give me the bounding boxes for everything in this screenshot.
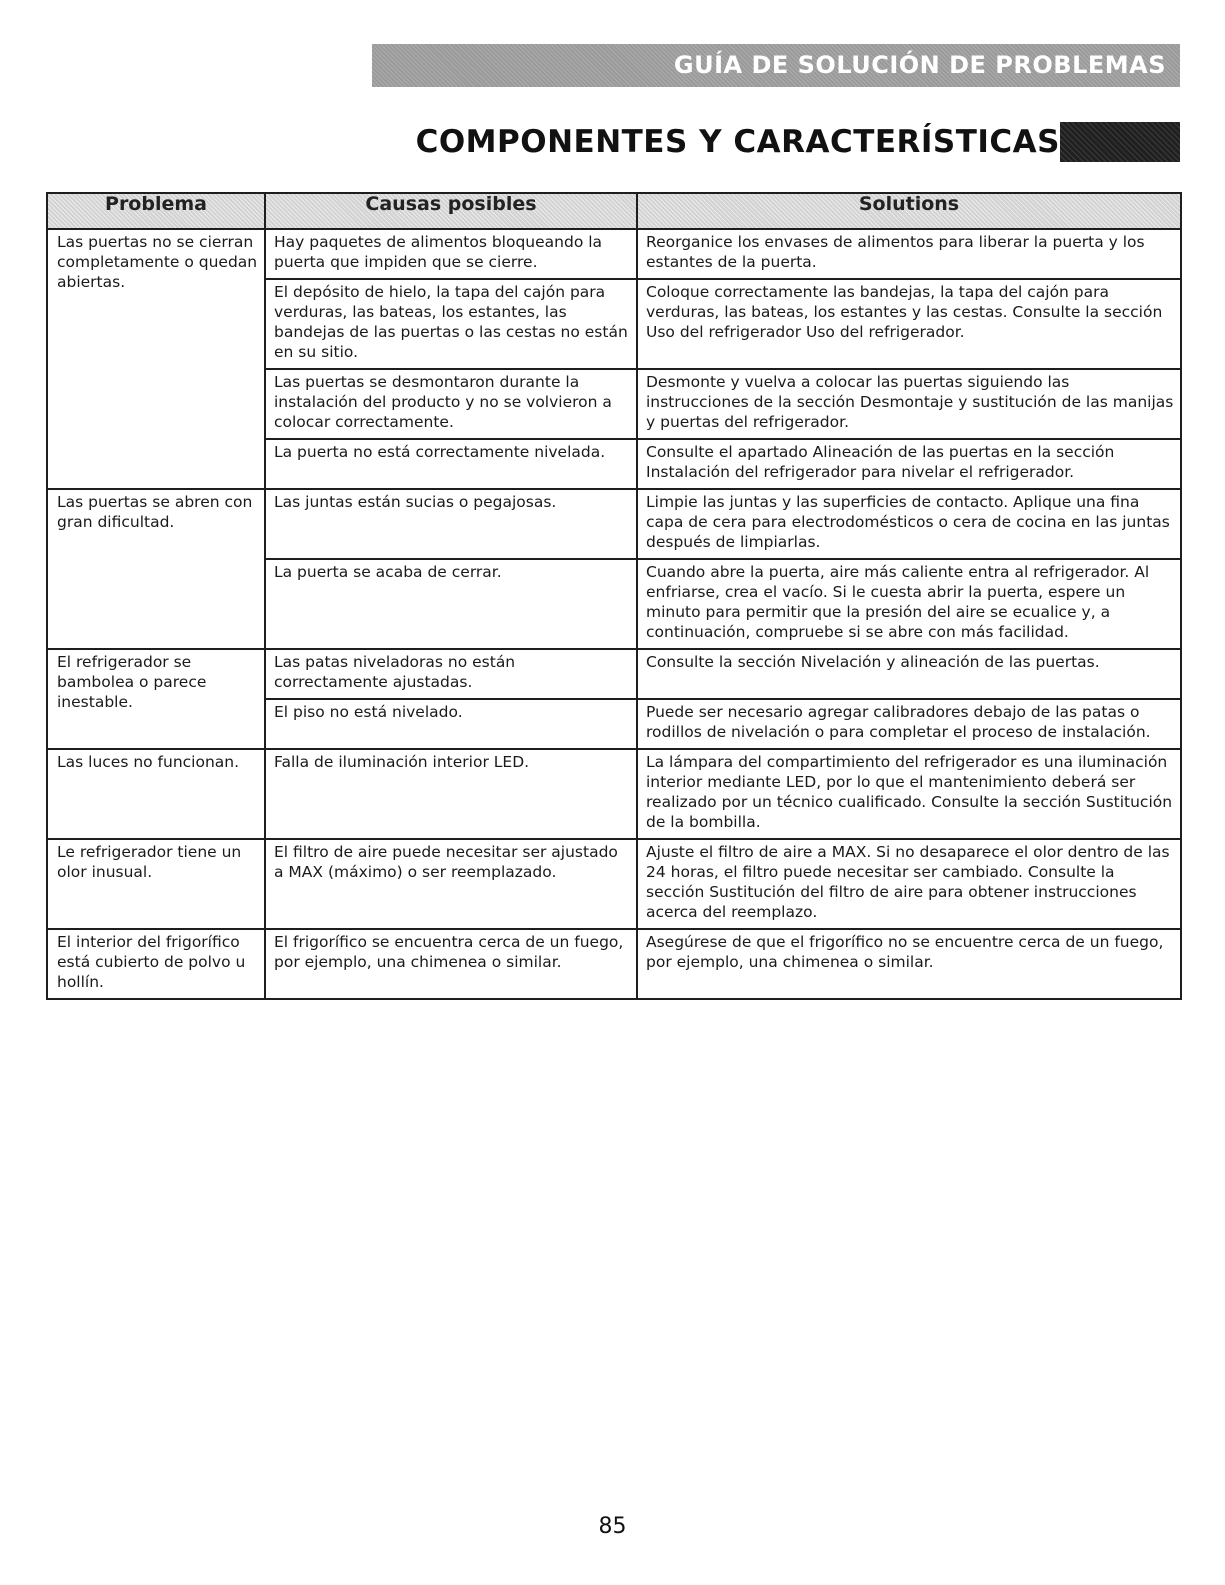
cause-cell: El depósito de hielo, la tapa del cajón para verduras, las bateas, los estantes, las bandejas de las puertas o las cestas no están en su sitio. xyxy=(265,279,637,369)
column-header-causes: Causas posibles xyxy=(265,193,637,229)
table-row xyxy=(47,749,1181,839)
section-banner: GUÍA DE SOLUCIÓN DE PROBLEMAS xyxy=(372,44,1180,87)
cause-cell: Las patas niveladoras no están correctamente ajustadas. xyxy=(265,649,637,699)
cause-cell: El filtro de aire puede necesitar ser ajustado a MAX (máximo) o ser reemplazado. xyxy=(265,839,637,929)
solution-cell: Puede ser necesario agregar calibradores debajo de las patas o rodillos de nivelación o para completar el proceso de instalación. xyxy=(637,699,1181,749)
title-accent-block xyxy=(1060,122,1180,162)
table-header-row xyxy=(47,193,1181,229)
table-row xyxy=(47,489,1181,559)
cause-cell: La puerta no está correctamente nivelada. xyxy=(265,439,637,489)
solution-cell: Consulte el apartado Alineación de las puertas en la sección Instalación del refrigerador para nivelar el refrigerador. xyxy=(637,439,1181,489)
cause-cell: El frigorífico se encuentra cerca de un fuego, por ejemplo, una chimenea o similar. xyxy=(265,929,637,999)
page-number: 85 xyxy=(598,1514,627,1539)
column-header-problem: Problema xyxy=(47,193,265,229)
cause-cell: Las puertas se desmontaron durante la instalación del producto y no se volvieron a colocar correctamente. xyxy=(265,369,637,439)
problem-cell: El refrigerador se bambolea o parece inestable. xyxy=(47,649,265,749)
solution-cell: Asegúrese de que el frigorífico no se encuentre cerca de un fuego, por ejemplo, una chimenea o similar. xyxy=(637,929,1181,999)
cause-cell: La puerta se acaba de cerrar. xyxy=(265,559,637,649)
problem-cell: Las luces no funcionan. xyxy=(47,749,265,839)
table-row xyxy=(47,839,1181,929)
cause-cell: Hay paquetes de alimentos bloqueando la puerta que impiden que se cierre. xyxy=(265,229,637,279)
solution-cell: Consulte la sección Nivelación y alineación de las puertas. xyxy=(637,649,1181,699)
table-row xyxy=(47,929,1181,999)
solution-cell: Coloque correctamente las bandejas, la tapa del cajón para verduras, las bateas, los estantes y las cestas. Consulte la sección Uso del refrigerador Uso del refrigerador. xyxy=(637,279,1181,369)
cause-cell: Las juntas están sucias o pegajosas. xyxy=(265,489,637,559)
problem-cell: Le refrigerador tiene un olor inusual. xyxy=(47,839,265,929)
problem-cell: Las puertas se abren con gran dificultad. xyxy=(47,489,265,649)
problem-cell: El interior del frigorífico está cubierto de polvo u hollín. xyxy=(47,929,265,999)
cause-cell: Falla de iluminación interior LED. xyxy=(265,749,637,839)
solution-cell: La lámpara del compartimiento del refrigerador es una iluminación interior mediante LED, por lo que el mantenimiento deberá ser realizado por un técnico cualificado. Consulte la sección Sustitución de la bombilla. xyxy=(637,749,1181,839)
solution-cell: Reorganice los envases de alimentos para liberar la puerta y los estantes de la puerta. xyxy=(637,229,1181,279)
troubleshooting-table xyxy=(46,192,1182,1000)
solution-cell: Cuando abre la puerta, aire más caliente entra al refrigerador. Al enfriarse, crea el vacío. Si le cuesta abrir la puerta, espere un minuto para permitir que la presión del aire se ecualice y, a continuación, compruebe si se abre con más facilidad. xyxy=(637,559,1181,649)
table-row xyxy=(47,649,1181,699)
page-title: COMPONENTES Y CARACTERÍSTICAS xyxy=(415,124,1060,160)
cause-cell: El piso no está nivelado. xyxy=(265,699,637,749)
solution-cell: Desmonte y vuelva a colocar las puertas siguiendo las instrucciones de la sección Desmontaje y sustitución de las manijas y puertas del refrigerador. xyxy=(637,369,1181,439)
solution-cell: Limpie las juntas y las superficies de contacto. Aplique una fina capa de cera para electrodomésticos o cera de cocina en las juntas después de limpiarlas. xyxy=(637,489,1181,559)
table-row xyxy=(47,229,1181,279)
problem-cell: Las puertas no se cierran completamente o quedan abiertas. xyxy=(47,229,265,489)
column-header-solutions: Solutions xyxy=(637,193,1181,229)
solution-cell: Ajuste el filtro de aire a MAX. Si no desaparece el olor dentro de las 24 horas, el filtro puede necesitar ser cambiado. Consulte la sección Sustitución del filtro de aire para obtener instrucciones acerca del reemplazo. xyxy=(637,839,1181,929)
